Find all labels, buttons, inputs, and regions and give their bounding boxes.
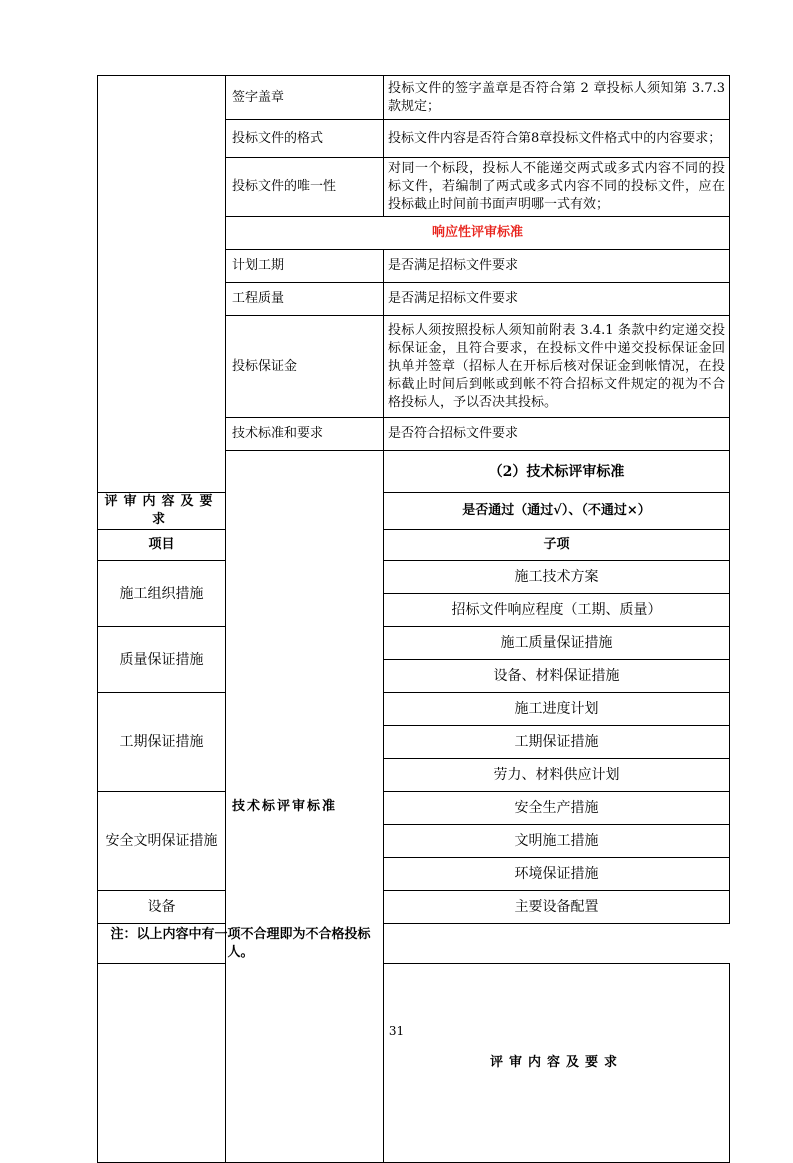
group-item: 质量保证措施 xyxy=(98,627,226,693)
row-label: 签字盖章 xyxy=(226,76,384,120)
group-sub: 招标文件响应程度（工期、质量） xyxy=(384,594,730,627)
section-cell-empty xyxy=(98,76,226,493)
row-label: 技术标准和要求 xyxy=(226,418,384,451)
bottom-criteria: 评审内容及要求 xyxy=(384,964,730,1163)
page-number: 31 xyxy=(388,1024,405,1038)
technical-heading: （2）技术标评审标准 xyxy=(384,451,730,493)
group-sub: 设备、材料保证措施 xyxy=(384,660,730,693)
row-desc: 投标文件的签字盖章是否符合第 2 章投标人须知第 3.7.3 款规定； xyxy=(384,76,730,120)
col-item-header: 项目 xyxy=(98,530,226,561)
group-sub: 环境保证措施 xyxy=(384,858,730,891)
group-item: 安全文明保证措施 xyxy=(98,792,226,891)
group-item: 施工组织措施 xyxy=(98,561,226,627)
group-sub: 文明施工措施 xyxy=(384,825,730,858)
col-sub-header: 子项 xyxy=(384,530,730,561)
group-item: 工期保证措施 xyxy=(98,693,226,792)
section-cell-empty xyxy=(98,964,226,1163)
technical-section-label: 技术标评审标准 xyxy=(226,451,384,1163)
criteria-header: 评审内容及要求 xyxy=(98,493,226,530)
group-sub: 施工进度计划 xyxy=(384,693,730,726)
group-sub: 安全生产措施 xyxy=(384,792,730,825)
row-desc: 是否满足招标文件要求 xyxy=(384,283,730,316)
group-item: 设备 xyxy=(98,891,226,924)
row-desc: 对同一个标段，投标人不能递交两式或多式内容不同的投标文件，若编制了两式或多式内容不同的投标文件，应在投标截止时间前书面声明哪一式有效； xyxy=(384,158,730,217)
row-desc: 是否符合招标文件要求 xyxy=(384,418,730,451)
row-label: 投标保证金 xyxy=(226,316,384,418)
row-desc: 投标人须按照投标人须知前附表 3.4.1 条款中约定递交投标保证金，且符合要求，在投标文件中递交投标保证金回执单并签章（招标人在开标后核对保证金到帐情况，在投标截止时间后到帐或到帐不符合招标文件规定的视为不合格投标人，予以否决其投标。 xyxy=(384,316,730,418)
responsive-heading: 响应性评审标准 xyxy=(226,217,730,250)
group-sub: 主要设备配置 xyxy=(384,891,730,924)
pass-header: 是否通过（通过√）、（不通过×） xyxy=(384,493,730,530)
row-desc: 是否满足招标文件要求 xyxy=(384,250,730,283)
technical-note: 注：以上内容中有一项不合理即为不合格投标人。 xyxy=(98,924,384,964)
row-label: 投标文件的唯一性 xyxy=(226,158,384,217)
group-sub: 施工技术方案 xyxy=(384,561,730,594)
row-label: 计划工期 xyxy=(226,250,384,283)
group-sub: 施工质量保证措施 xyxy=(384,627,730,660)
row-label: 投标文件的格式 xyxy=(226,120,384,158)
group-sub: 劳力、材料供应计划 xyxy=(384,759,730,792)
evaluation-table xyxy=(97,75,730,1163)
group-sub: 工期保证措施 xyxy=(384,726,730,759)
row-desc: 投标文件内容是否符合第8章投标文件格式中的内容要求； xyxy=(384,120,730,158)
row-label: 工程质量 xyxy=(226,283,384,316)
